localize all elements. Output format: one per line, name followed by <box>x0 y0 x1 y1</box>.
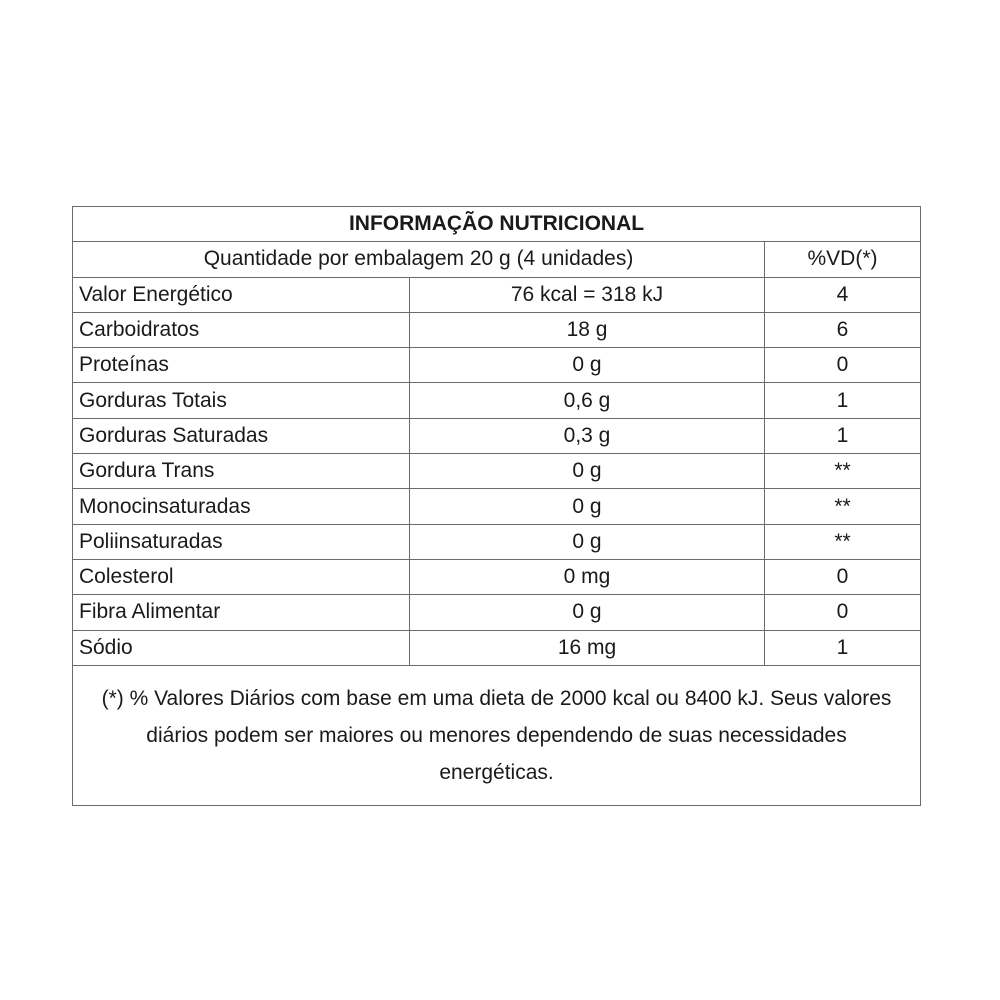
nutrient-amount: 0 mg <box>410 559 765 594</box>
nutrient-name: Gordura Trans <box>73 454 410 489</box>
nutrient-amount: 16 mg <box>410 630 765 665</box>
table-row <box>73 277 921 312</box>
nutrient-name: Sódio <box>73 630 410 665</box>
table-row <box>73 418 921 453</box>
footnote-row <box>73 665 921 805</box>
nutrient-name: Proteínas <box>73 348 410 383</box>
title-row <box>73 207 921 242</box>
table-title: INFORMAÇÃO NUTRICIONAL <box>73 207 921 242</box>
nutrient-name: Monocinsaturadas <box>73 489 410 524</box>
table-row <box>73 524 921 559</box>
table-row <box>73 454 921 489</box>
nutrient-daily-value: 0 <box>765 348 921 383</box>
nutrient-name: Valor Energético <box>73 277 410 312</box>
nutrient-amount: 76 kcal = 318 kJ <box>410 277 765 312</box>
nutrient-name: Colesterol <box>73 559 410 594</box>
nutrient-amount: 0 g <box>410 595 765 630</box>
table-row <box>73 312 921 347</box>
daily-value-footnote: (*) % Valores Diários com base em uma dieta de 2000 kcal ou 8400 kJ. Seus valores diários podem ser maiores ou menores dependendo de suas necessidades energéticas. <box>73 665 921 805</box>
nutrient-amount: 0 g <box>410 348 765 383</box>
nutrient-amount: 0 g <box>410 524 765 559</box>
serving-size-label: Quantidade por embalagem 20 g (4 unidades) <box>73 242 765 277</box>
nutrient-amount: 0 g <box>410 454 765 489</box>
table-row <box>73 489 921 524</box>
nutrient-daily-value: ** <box>765 489 921 524</box>
nutrient-daily-value: 0 <box>765 559 921 594</box>
nutrient-daily-value: 0 <box>765 595 921 630</box>
nutrient-daily-value: ** <box>765 454 921 489</box>
nutrient-name: Gorduras Totais <box>73 383 410 418</box>
nutrient-amount: 0,6 g <box>410 383 765 418</box>
nutrition-facts-table <box>72 206 921 806</box>
serving-row <box>73 242 921 277</box>
nutrient-amount: 0,3 g <box>410 418 765 453</box>
nutrient-name: Fibra Alimentar <box>73 595 410 630</box>
table-row <box>73 559 921 594</box>
nutrient-amount: 18 g <box>410 312 765 347</box>
nutrient-name: Gorduras Saturadas <box>73 418 410 453</box>
table-row <box>73 630 921 665</box>
nutrient-amount: 0 g <box>410 489 765 524</box>
table-row <box>73 348 921 383</box>
nutrient-name: Poliinsaturadas <box>73 524 410 559</box>
nutrient-daily-value: 1 <box>765 383 921 418</box>
nutrient-daily-value: 1 <box>765 630 921 665</box>
daily-value-header: %VD(*) <box>765 242 921 277</box>
nutrient-daily-value: ** <box>765 524 921 559</box>
nutrient-name: Carboidratos <box>73 312 410 347</box>
nutrient-daily-value: 1 <box>765 418 921 453</box>
nutrient-daily-value: 6 <box>765 312 921 347</box>
table-row <box>73 595 921 630</box>
table-row <box>73 383 921 418</box>
nutrient-daily-value: 4 <box>765 277 921 312</box>
